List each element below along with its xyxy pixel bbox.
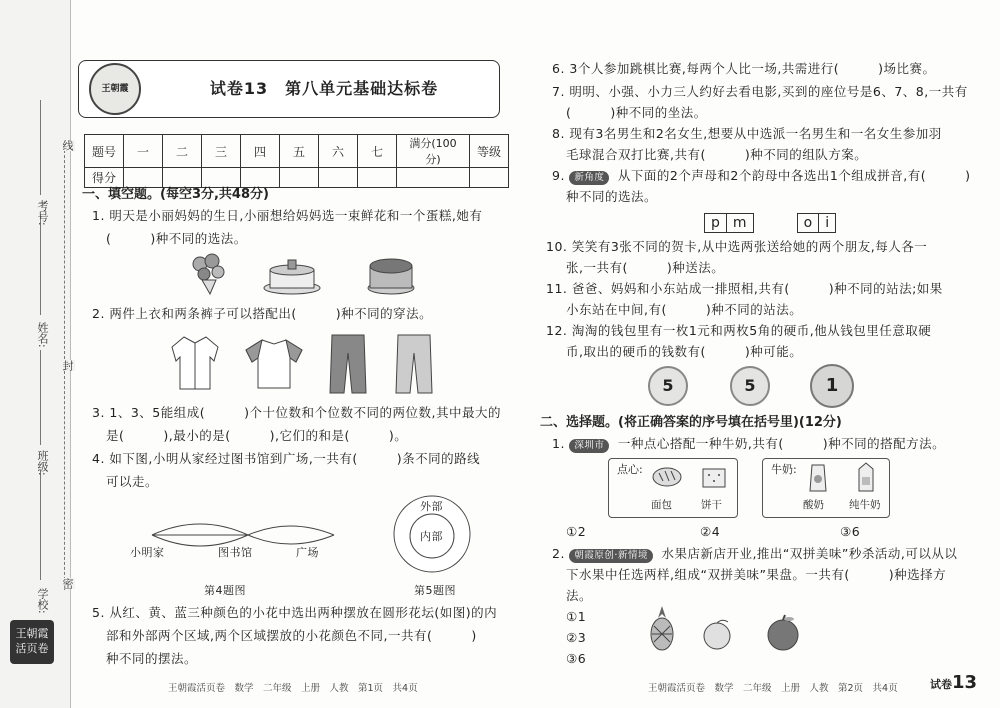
name-label: 姓名: [36,322,49,348]
section1-title: 一、填空题。(每空3分,共48分) [82,187,269,202]
coin-5-jiao: 5 [730,366,770,406]
q10-line2: 张,一共有( )种送法。 [566,260,725,275]
score-cell: 等级 [470,135,509,168]
exam-no-label: 考号: [36,200,49,226]
exam-badge [930,672,977,693]
fig5-inner: 内部 [420,530,443,543]
q9-number: 9. [552,168,565,183]
s2-q1-option-2[interactable]: ②4 [700,524,721,539]
milk-box [762,458,890,518]
q6: 6. 3个人参加跳棋比赛,每两个人比一场,共需进行( )场比赛。 [552,61,936,76]
s2-q1-text: 一种点心搭配一种牛奶,共有( )种不同的搭配方法。 [617,436,946,451]
fig5-caption: 第5题图 [414,584,456,597]
milk-pure: 纯牛奶 [849,499,881,511]
seal-mark-bottom: 密 [61,578,74,589]
shirt-icon [170,333,220,393]
seal-mark-mid: 封 [61,360,74,371]
pinyin-cards [704,212,850,233]
s2-q2-line3: 法。 [566,588,593,603]
score-header-row [85,135,509,168]
q9-line2: 种不同的选法。 [566,189,658,204]
q2: 2. 两件上衣和两条裤子可以搭配出( )种不同的穿法。 [92,306,433,321]
coin-1-yuan: 1 [810,364,854,408]
exam-no-line [40,100,41,195]
q12-line2: 币,取出的硬币的钱数有( )种可能。 [566,344,803,359]
s2-q1-tag: 深圳市 [569,439,609,453]
flower-bouquet-icon [188,252,228,296]
snack-biscuit: 饼干 [701,499,722,511]
score-cell: 三 [202,135,241,168]
q10-line1: 10. 笑笑有3张不同的贺卡,从中选两张送给她的两个朋友,每人各一 [546,239,928,254]
pinyin-card: i [819,213,836,233]
q5-line1: 5. 从红、黄、蓝三种颜色的小花中选出两种摆放在圆形花坛(如图)的内 [92,605,498,620]
s2-q2-option-2[interactable]: ②3 [566,630,587,645]
s2-q2-option-3[interactable]: ③6 [566,651,587,666]
s2-q2-text: 水果店新店开业,推出“双拼美味”秒杀活动,可以从以 [661,546,958,561]
logo-seal: 王朝霞 [89,63,141,115]
q11-line2: 小东站在中间,有( )种不同的站法。 [566,302,803,317]
binding-sidebar [0,0,74,708]
coin-5-jiao: 5 [648,366,688,406]
s2-q1-option-3[interactable]: ③6 [840,524,861,539]
light-pants-icon [394,333,434,395]
section2-title: 二、选择题。(将正确答案的序号填在括号里)(12分) [540,415,842,430]
s2-q2-line2: 下水果中任选两样,组成“双拼美味”果盘。一共有( )种选择方 [566,567,947,582]
score-input[interactable] [280,168,319,188]
dark-pants-icon [328,333,368,395]
q4-line1: 4. 如下图,小明从家经过图书馆到广场,一共有( )条不同的路线 [92,451,481,466]
milk-yogurt: 酸奶 [803,499,824,511]
milk-carton-icon [855,461,877,493]
q9-text: 从下面的2个声母和2个韵母中各选出1个组成拼音,有( ) [617,168,971,183]
score-input[interactable] [319,168,358,188]
q1-line1: 1. 明天是小丽妈妈的生日,小丽想给妈妈选一束鲜花和一个蛋糕,她有 [92,208,483,223]
q8-line2: 毛球混合双打比赛,共有( )种不同的组队方案。 [566,147,868,162]
exam-badge-number: 13 [952,672,978,693]
exam-badge-label: 试卷 [930,678,952,691]
brand-line2: 活页卷 [15,642,49,655]
fig5-outer: 外部 [420,500,443,513]
cake-icon [262,256,322,296]
score-cell: 五 [280,135,319,168]
fig4-home: 小明家 [130,546,165,559]
score-table [84,134,509,188]
q3-line2: 是( ),最小的是( ),它们的和是( )。 [106,428,408,443]
score-input[interactable] [397,168,470,188]
pinyin-card: p [704,213,727,233]
fig4-caption: 第4题图 [204,584,246,597]
seal-mark-top: 线 [61,140,74,151]
q1-line2: ( )种不同的选法。 [106,231,247,246]
score-cell: 七 [358,135,397,168]
yogurt-icon [807,463,829,493]
score-cell: 题号 [85,135,124,168]
pineapple-icon [648,604,676,652]
page-title: 试卷13 第八单元基础达标卷 [209,79,439,98]
bread-icon [651,465,683,489]
score-input[interactable] [358,168,397,188]
fig4-library: 图书馆 [218,546,253,559]
q3-line1: 3. 1、3、5能组成( )个十位数和个位数不同的两位数,其中最大的 [92,405,501,420]
snack-label: 点心: [617,463,643,476]
q4-line2: 可以走。 [106,474,159,489]
fruit-cake-icon [366,252,416,296]
class-line [40,350,41,445]
school-line [40,470,41,580]
peach-icon [700,618,734,650]
school-label: 学校: [36,588,49,614]
s2-q1 [552,432,945,455]
fig4-square: 广场 [296,546,319,559]
score-cell: 六 [319,135,358,168]
tshirt-icon [244,336,304,392]
q9-tag: 新角度 [569,171,609,185]
score-cell: 一 [124,135,163,168]
q9-line1 [552,164,971,187]
s2-q2-line1 [552,542,957,565]
score-cell: 二 [163,135,202,168]
q7-line2: ( )种不同的坐法。 [566,105,707,120]
pinyin-card: m [727,213,754,233]
q5-line3: 种不同的摆法。 [106,651,198,666]
apple-icon [764,614,802,652]
title-bar [78,60,500,118]
class-label: 班级: [36,450,49,476]
pinyin-card: o [797,213,820,233]
s2-q1-number: 1. [552,436,565,451]
snack-bread: 面包 [651,499,672,511]
name-line [40,215,41,315]
footer-right: 王朝霞活页卷 数学 二年级 上册 人教 第2页 共4页 [648,683,898,694]
score-cell: 得分 [85,168,124,188]
brand-line1: 王朝霞 [15,627,49,640]
s2-q2-option-1[interactable]: ①1 [566,609,587,624]
footer-left: 王朝霞活页卷 数学 二年级 上册 人教 第1页 共4页 [168,683,418,694]
biscuit-icon [701,465,727,489]
s2-q1-option-1[interactable]: ①2 [566,524,587,539]
score-input[interactable] [470,168,509,188]
milk-label: 牛奶: [771,463,797,476]
q8-line1: 8. 现有3名男生和2名女生,想要从中选派一名男生和一名女生参加羽 [552,126,942,141]
snack-box [608,458,738,518]
q11-line1: 11. 爸爸、妈妈和小东站成一排照相,共有( )种不同的站法;如果 [546,281,943,296]
s2-q2-number: 2. [552,546,565,561]
score-cell: 满分(100分) [397,135,470,168]
s2-q2-tag: 朝霞原创·新情境 [569,549,653,563]
score-cell: 四 [241,135,280,168]
brand-badge [10,620,54,664]
q7-line1: 7. 明明、小强、小力三人约好去看电影,买到的座位号是6、7、8,一共有 [552,84,968,99]
q5-line2: 部和外部两个区域,两个区域摆放的小花颜色不同,一共有( ) [106,628,477,643]
q12-line1: 12. 淘淘的钱包里有一枚1元和两枚5角的硬币,他从钱包里任意取硬 [546,323,932,338]
